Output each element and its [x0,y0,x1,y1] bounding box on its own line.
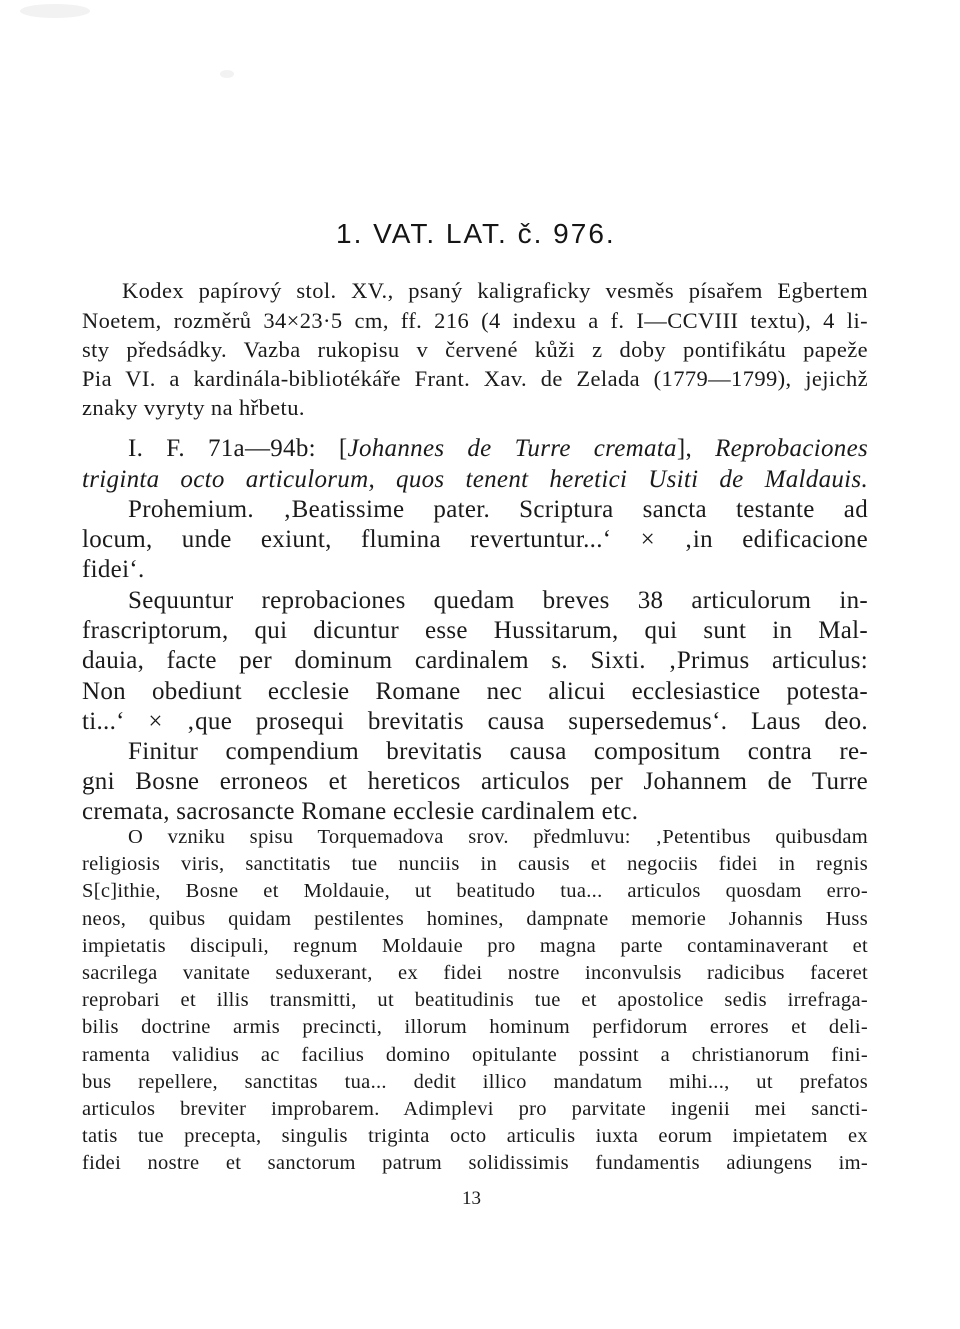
manuscript-heading: 1. VAT. LAT. č. 976. [336,218,616,249]
paper-speck [220,70,234,78]
entry-line [82,435,868,463]
description-line: Noetem, rozměrů 34×23·5 cm, ff. 216 (4 indexu a f. I—CCVIII textu), 4 li- [82,308,868,333]
paper-stain [20,4,90,18]
author-name: Johannes de Turre cremata [347,435,677,462]
description-line: Kodex papírový stol. XV., psaný kaligraficky vesměs písařem Egbertem [122,278,868,303]
description-line: sty předsádky. Vazba rukopisu v červené kůži z doby pontifikátu papeže [82,337,868,362]
work-title: Reprobaciones [715,435,868,462]
entry-line: dauia, facte per dominum cardinalem s. Sixti. ‚Primus articulus: [82,647,868,674]
description-line: znaky vyryty na hřbetu. [82,395,305,420]
footnote-line: bilis doctrine armis precincti, illorum hominum perfidorum errores et deli- [82,1016,868,1038]
footnote-line: neos, quibus quidam pestilentes homines, dampnate memorie Johannis Huss [82,908,868,930]
entry-line: Sequuntur reprobaciones quedam breves 38 articulorum in- [128,587,868,614]
entry-line: Prohemium. ‚Beatissime pater. Scriptura sancta testante ad [128,496,868,523]
footnote-line: impietatis discipuli, regnum Moldauie pro magna parte contaminaverant et [82,935,868,957]
entry-line: Finitur compendium brevitatis causa compositum contra re- [128,738,868,765]
entry-prefix: I. F. 71a—94b: [ [128,435,348,462]
footnote-line: O vzniku spisu Torquemadova srov. předmluvu: ‚Petentibus quibusdam [128,826,868,848]
footnote-line: S[c]ithie, Bosne et Moldauie, ut beatitudo tua... articulos quosdam erro- [82,880,868,902]
footnote-line: articulos breviter improbarem. Adimplevi pro parvitate ingenii mei sancti- [82,1098,868,1120]
entry-line: cremata, sacrosancte Romane ecclesie cardinalem etc. [82,798,639,825]
entry-line: triginta octo articulorum, quos tenent heretici Usiti de Maldauis. [82,466,868,493]
footnote-line: tatis tue precepta, singulis triginta octo articulis iuxta eorum impietatem ex [82,1125,868,1147]
description-line: Pia VI. a kardinála-bibliotékáře Frant. Xav. de Zelada (1779—1799), jejichž [82,366,868,391]
footnote-line: religiosis viris, sanctitatis tue nunciis in causis et negociis fidei in regnis [82,853,868,875]
entry-line: fidei‘. [82,556,145,583]
bracket-close: ], [676,435,716,462]
entry-line: locum, unde exiunt, flumina revertuntur...‘ × ‚in edificacione [82,526,868,553]
footnote-line: reprobari et illis transmitti, ut beatitudinis tue et apostolice sedis irrefraga- [82,989,868,1011]
entry-line: Non obediunt ecclesie Romane nec alicui ecclesiastice potesta- [82,678,868,705]
footnote-line: bus repellere, sanctitas tua... dedit illico mandatum mihi..., ut prefatos [82,1071,868,1093]
entry-line: ti...‘ × ‚que prosequi brevitatis causa supersedemus‘. Laus deo. [82,708,868,735]
footnote-line: sacrilega vanitate seduxerant, ex fidei nostre inconvulsis radicibus faceret [82,962,868,984]
footnote-line: fidei nostre et sanctorum patrum solidissimis fundamentis adiungens im- [82,1152,868,1174]
footnote-line: ramenta validius ac facilius domino opitulante possint a christianorum fini- [82,1044,868,1066]
page-number: 13 [462,1188,481,1209]
entry-line: frascriptorum, qui dicuntur esse Hussitarum, qui sunt in Mal- [82,617,868,644]
entry-line: gni Bosne erroneos et hereticos articulos per Johannem de Turre [82,768,868,795]
